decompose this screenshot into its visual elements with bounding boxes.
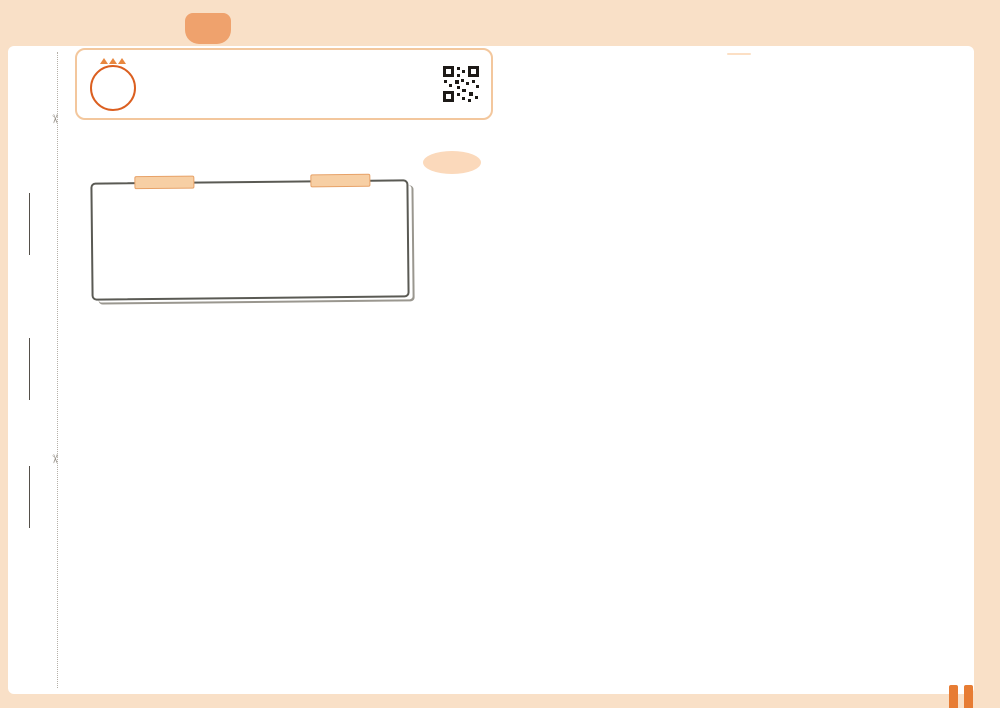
- correction-label: [423, 151, 481, 174]
- seal-dotted-line: [57, 52, 58, 688]
- qr-code: [442, 65, 480, 103]
- scissors-icon: ✂: [48, 453, 63, 465]
- seal-date-field: [16, 193, 32, 255]
- qr-block: [442, 64, 483, 104]
- seal-name-field: [16, 338, 32, 400]
- crown-icon: [87, 58, 139, 64]
- tape-icon: [134, 176, 194, 190]
- left-page: [75, 48, 493, 333]
- decor-wave-topband: [0, 4, 1000, 24]
- definition-box: [727, 53, 751, 55]
- publisher-logo: [87, 58, 139, 111]
- word-list-notepad: [90, 179, 409, 300]
- top-banner: [185, 13, 231, 44]
- q1-notepad-zone: [75, 177, 493, 327]
- paper-header-box: [75, 48, 493, 120]
- right-page: [525, 48, 953, 61]
- seal-class-field: [16, 466, 32, 528]
- corner-bars-decor: [949, 685, 973, 708]
- scissors-icon: ✂: [48, 113, 63, 125]
- tape-icon: [310, 174, 370, 188]
- section-banner: [75, 128, 493, 147]
